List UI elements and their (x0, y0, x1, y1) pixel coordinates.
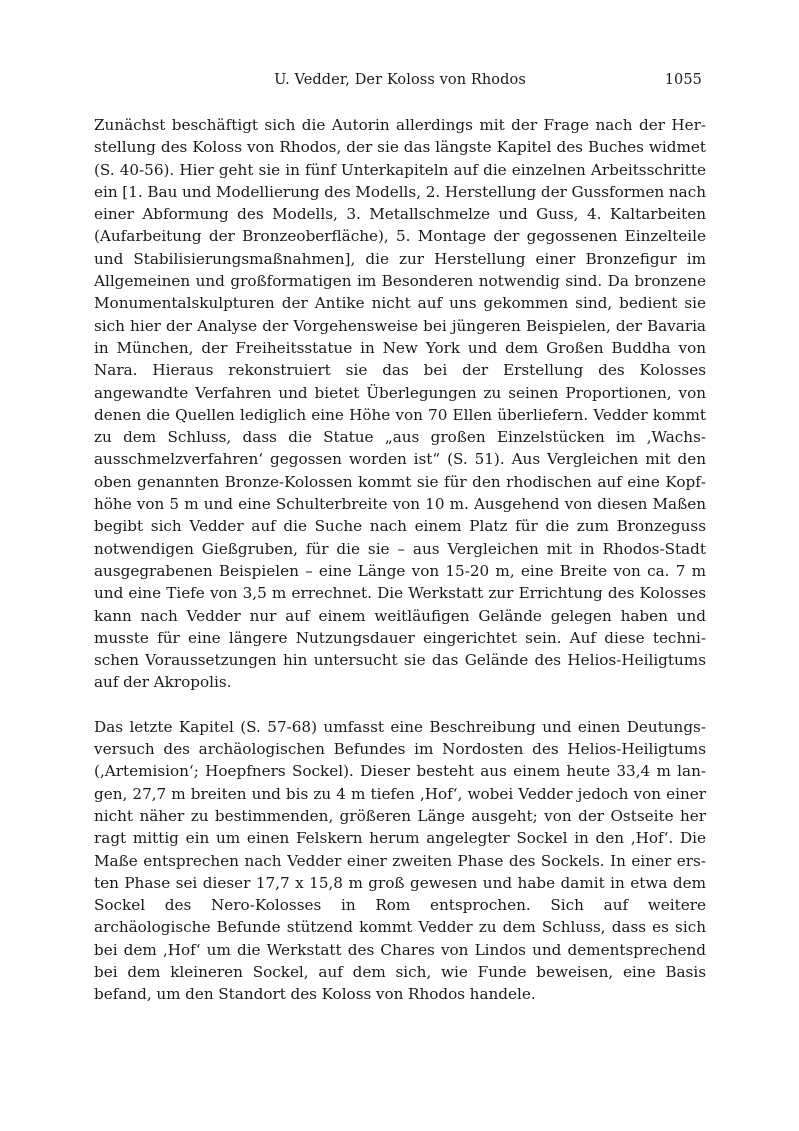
body-text (94, 114, 706, 1006)
paragraph-1: Zunächst beschäftigt sich die Autorin allerdings mit der Frage nach der Herstellung des Koloss von Rhodos, der sie das längste Kapitel des Buches widmet (S. 40-56). Hier geht sie in fünf Unterkapiteln auf die einzelnen Arbeitsschritte ein [1. Bau und Modellierung des Modells, 2. Herstellung der Gussformen nach einer Abformung des Modells, 3. Metallschmelze und Guss, 4. Kaltarbeiten (Aufarbeitung der Bronzeoberfläche), 5. Montage der gegossenen Einzelteile und Stabilisierungsmaßnahmen], die zur Herstellung einer Bronzefigur im Allgemeinen und großformatigen im Besonderen notwendig sind. Da bronzene Monumentalskulpturen der Antike nicht auf uns gekommen sind, bedient sie sich hier der Analyse der Vorgehensweise bei jüngeren Beispielen, der Bavaria in München, der Freiheitsstatue in New York und dem Großen Buddha von Nara. Hieraus rekonstruiert sie das bei der Erstellung des Kolosses angewandte Verfahren und bietet Überlegungen zu seinen Proportionen, von denen die Quellen lediglich eine Höhe von 70 Ellen überliefern. Vedder kommt zu dem Schluss, dass die Statue „aus großen Einzelstücken im ‚Wachsausschmelzverfahren‘ gegossen worden ist“ (S. 51). Aus Vergleichen mit den oben genannten Bronze-Kolossen kommt sie für den rhodischen auf eine Kopfhöhe von 5 m und eine Schulterbreite von 10 m. Ausgehend von diesen Maßen begibt sich Vedder auf die Suche nach einem Platz für die zum Bronzeguss notwendigen Gießgruben, für die sie – aus Vergleichen mit in Rhodos-Stadt ausgegrabenen Beispielen – eine Länge von 15-20 m, eine Breite von ca. 7 m und eine Tiefe von 3,5 m errechnet. Die Werkstatt zur Errichtung des Kolosses kann nach Vedder nur auf einem weitläufigen Gelände gelegen haben und musste für eine längere Nutzungsdauer eingerichtet sein. Auf diese technischen Voraussetzungen hin untersucht sie das Gelände des Helios-Heiligtums auf der Akropolis. (94, 116, 706, 692)
running-title: U. Vedder, Der Koloss von Rhodos (274, 72, 526, 88)
running-header (94, 72, 706, 92)
paragraph-2: Das letzte Kapitel (S. 57-68) umfasst eine Beschreibung und einen Deutungsversuch des archäologischen Befundes im Nordosten des Helios-Heiligtums (‚Artemision‘; Hoepfners Sockel). Dieser besteht aus einem heute 33,4 m langen, 27,7 m breiten und bis zu 4 m tiefen ‚Hof‘, wobei Vedder jedoch von einer nicht näher zu bestimmenden, größeren Länge ausgeht; von der Ostseite her ragt mittig ein um einen Felskern herum angelegter Sockel in den ‚Hof‘. Die Maße entsprechen nach Vedder einer zweiten Phase des Sockels. In einer ersten Phase sei dieser 17,7 x 15,8 m groß gewesen und habe damit in etwa dem Sockel des Nero-Kolosses in Rom entsprochen. Sich auf weitere archäologische Befunde stützend kommt Vedder zu dem Schluss, dass es sich bei dem ‚Hof‘ um die Werkstatt des Chares von Lindos und dementsprechend bei dem kleineren Sockel, auf dem sich, wie Funde beweisen, eine Basis befand, um den Standort des Koloss von Rhodos handele. (94, 717, 706, 1004)
document-page (94, 0, 706, 1006)
page-number: 1055 (664, 72, 702, 88)
